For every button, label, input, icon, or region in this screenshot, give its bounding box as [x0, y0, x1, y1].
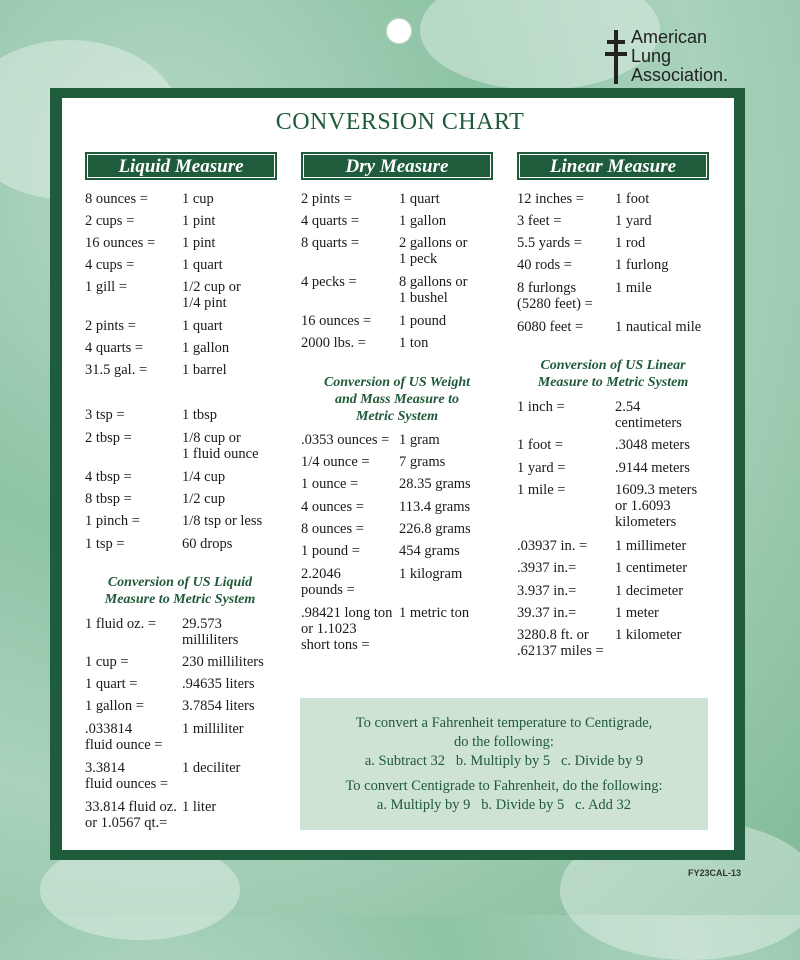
dry-metric-row-label: .98421 long ton or 1.1023 short tons =: [301, 605, 393, 653]
liquid-metric-row-label: 1 quart =: [85, 676, 138, 692]
dry-metric-row-value: 28.35 grams: [399, 476, 471, 492]
liquid-metric-row-value: 3.7854 liters: [182, 698, 255, 714]
linear-metric-row-label: 39.37 in.=: [517, 605, 577, 621]
dry-row-label: 2000 lbs. =: [301, 335, 366, 351]
linear-row-label: 3 feet =: [517, 213, 562, 229]
liquid-row-value: 1 tbsp: [182, 407, 218, 423]
linear-metric-heading: Conversion of US Linear Measure to Metric System: [537, 358, 689, 390]
linear-metric-row-value: 2.54 centimeters: [615, 399, 682, 431]
linear-metric-row-value: 1 centimeter: [615, 560, 688, 576]
footer-code: FY23CAL-13: [688, 868, 742, 878]
dry-metric-row-label: 1 pound =: [301, 543, 360, 559]
linear-metric-row-label: 1 yard =: [517, 460, 566, 476]
liquid-metric-row-value: 29.573 milliliters: [182, 616, 239, 648]
dry-metric-row-value: 226.8 grams: [399, 521, 471, 537]
liquid-row-label: 8 ounces =: [85, 191, 148, 207]
linear-metric-row-value: 1609.3 meters or 1.6093 kilometers: [615, 482, 698, 530]
liquid-measure-header-label: Liquid Measure: [118, 156, 244, 177]
linear-metric-row-label: .03937 in. =: [517, 538, 588, 554]
liquid-row-label: 4 tbsp =: [85, 469, 132, 485]
liquid-metric-row-value: 1 liter: [182, 799, 217, 815]
liquid-metric-row-label: 1 gallon =: [85, 698, 144, 714]
liquid-row-value: 60 drops: [182, 536, 233, 552]
dry-row-label: 16 ounces =: [301, 313, 372, 329]
dry-metric-row-label: 2.2046 pounds =: [301, 566, 355, 598]
linear-metric-row-label: .3937 in.=: [517, 560, 577, 576]
dry-row-value: 8 gallons or 1 bushel: [399, 274, 468, 306]
dry-row-value: 2 gallons or 1 peck: [399, 235, 468, 267]
liquid-metric-row-label: 3.3814 fluid ounces =: [85, 760, 169, 792]
liquid-metric-row-value: 230 milliliters: [182, 654, 264, 670]
linear-metric-row-label: 1 foot =: [517, 437, 564, 453]
double-cross-icon: [605, 30, 627, 84]
linear-row-label: 6080 feet =: [517, 319, 584, 335]
liquid-row-label: 8 tbsp =: [85, 491, 132, 507]
dry-metric-heading: Conversion of US Weight and Mass Measure to Metric System: [323, 375, 471, 424]
logo-text: [631, 28, 728, 85]
linear-metric-row-label: 1 inch =: [517, 399, 565, 415]
liquid-row-value: 1 quart: [182, 257, 223, 273]
dry-metric-row-value: 1 kilogram: [399, 566, 463, 582]
liquid-row-value: 1 pint: [182, 235, 216, 251]
liquid-metric-row-value: .94635 liters: [182, 676, 255, 692]
dry-metric-row-value: 113.4 grams: [399, 499, 471, 515]
linear-row-value: 1 yard: [615, 213, 652, 229]
liquid-metric-row-label: 1 cup =: [85, 654, 129, 670]
dry-row-label: 8 quarts =: [301, 235, 360, 251]
page-title: CONVERSION CHART: [275, 109, 525, 135]
linear-metric-row-label: 3.937 in.=: [517, 583, 577, 599]
dry-row-value: 1 pound: [399, 313, 447, 329]
dry-metric-row-value: 1 gram: [399, 432, 440, 448]
dry-measure-header-label: Dry Measure: [345, 156, 449, 177]
dry-row-value: 1 gallon: [399, 213, 447, 229]
liquid-row-value: 1 pint: [182, 213, 216, 229]
liquid-row-value: 1 cup: [182, 191, 214, 207]
linear-metric-row-value: 1 meter: [615, 605, 659, 621]
f-to-c-steps: a. Subtract 32 b. Multiply by 5 c. Divide by 9: [364, 753, 644, 769]
logo-line: American: [631, 27, 708, 47]
logo-line: Association.: [631, 65, 729, 85]
linear-row-value: 1 furlong: [615, 257, 669, 273]
f-to-c-intro: To convert a Fahrenheit temperature to Centigrade,: [355, 715, 653, 731]
liquid-row-label: 2 pints =: [85, 318, 136, 334]
liquid-row-label: 4 quarts =: [85, 340, 144, 356]
c-to-f-intro: To convert Centigrade to Fahrenheit, do the following:: [345, 778, 663, 794]
dry-row-value: 1 quart: [399, 191, 440, 207]
liquid-row-label: 31.5 gal. =: [85, 362, 148, 378]
dry-metric-row-value: 454 grams: [399, 543, 460, 559]
linear-row-value: 1 foot: [615, 191, 650, 207]
liquid-metric-row-value: 1 milliliter: [182, 721, 244, 737]
linear-measure-header: [517, 152, 709, 180]
linear-metric-row-value: 1 decimeter: [615, 583, 684, 599]
liquid-measure-header: [85, 152, 277, 180]
liquid-row-value: 1 gallon: [182, 340, 230, 356]
liquid-row-label: 2 cups =: [85, 213, 135, 229]
liquid-row-value: 1/2 cup: [182, 491, 226, 507]
liquid-row-label: 3 tsp =: [85, 407, 125, 423]
linear-row-label: 8 furlongs (5280 feet) =: [517, 280, 593, 312]
liquid-row-label: 1 tsp =: [85, 536, 125, 552]
liquid-row-label: 1 gill =: [85, 279, 128, 295]
punch-hole: [386, 18, 412, 44]
linear-measure-header-label: Linear Measure: [549, 156, 677, 177]
liquid-row-label: 1 pinch =: [85, 513, 140, 529]
logo-line: Lung: [631, 46, 672, 66]
dry-metric-row-label: 1 ounce =: [301, 476, 359, 492]
liquid-row-value: 1/8 cup or 1 fluid ounce: [182, 430, 259, 462]
linear-row-value: 1 mile: [615, 280, 652, 296]
dry-row-value: 1 ton: [399, 335, 429, 351]
linear-metric-row-label: 1 mile =: [517, 482, 566, 498]
linear-metric-row-value: 1 kilometer: [615, 627, 682, 643]
linear-metric-row-value: .3048 meters: [615, 437, 690, 453]
temperature-conversion-box: [300, 698, 708, 830]
american-lung-association-logo: [605, 28, 728, 85]
f-to-c-intro2: do the following:: [454, 734, 554, 750]
dry-metric-row-label: 1/4 ounce =: [301, 454, 370, 470]
liquid-metric-row-value: 1 deciliter: [182, 760, 241, 776]
linear-metric-row-value: .9144 meters: [615, 460, 690, 476]
linear-metric-row-label: 3280.8 ft. or .62137 miles =: [517, 627, 604, 659]
dry-metric-row-value: 7 grams: [399, 454, 446, 470]
liquid-row-label: 4 cups =: [85, 257, 135, 273]
dry-metric-row-label: .0353 ounces =: [301, 432, 390, 448]
liquid-metric-row-label: 33.814 fluid oz. or 1.0567 qt.=: [85, 799, 177, 831]
linear-row-label: 12 inches =: [517, 191, 584, 207]
linear-row-value: 1 nautical mile: [615, 319, 702, 335]
liquid-row-value: 1/2 cup or 1/4 pint: [182, 279, 241, 311]
liquid-row-label: 16 ounces =: [85, 235, 156, 251]
liquid-row-value: 1 barrel: [182, 362, 227, 378]
liquid-row-value: 1 quart: [182, 318, 223, 334]
dry-row-label: 4 quarts =: [301, 213, 360, 229]
c-to-f-steps: a. Multiply by 9 b. Divide by 5 c. Add 32: [376, 797, 632, 813]
linear-row-value: 1 rod: [615, 235, 646, 251]
liquid-metric-row-label: .033814 fluid ounce =: [85, 721, 163, 753]
liquid-metric-heading: Conversion of US Liquid Measure to Metric System: [104, 575, 256, 607]
liquid-row-value: 1/8 tsp or less: [182, 513, 263, 529]
liquid-metric-row-label: 1 fluid oz. =: [85, 616, 156, 632]
dry-row-label: 4 pecks =: [301, 274, 357, 290]
dry-metric-row-label: 8 ounces =: [301, 521, 364, 537]
dry-measure-header: [301, 152, 493, 180]
dry-metric-row-value: 1 metric ton: [399, 605, 470, 621]
linear-metric-row-value: 1 millimeter: [615, 538, 687, 554]
liquid-row-value: 1/4 cup: [182, 469, 226, 485]
dry-row-label: 2 pints =: [301, 191, 352, 207]
dry-metric-row-label: 4 ounces =: [301, 499, 364, 515]
linear-row-label: 40 rods =: [517, 257, 572, 273]
linear-row-label: 5.5 yards =: [517, 235, 582, 251]
liquid-row-label: 2 tbsp =: [85, 430, 132, 446]
